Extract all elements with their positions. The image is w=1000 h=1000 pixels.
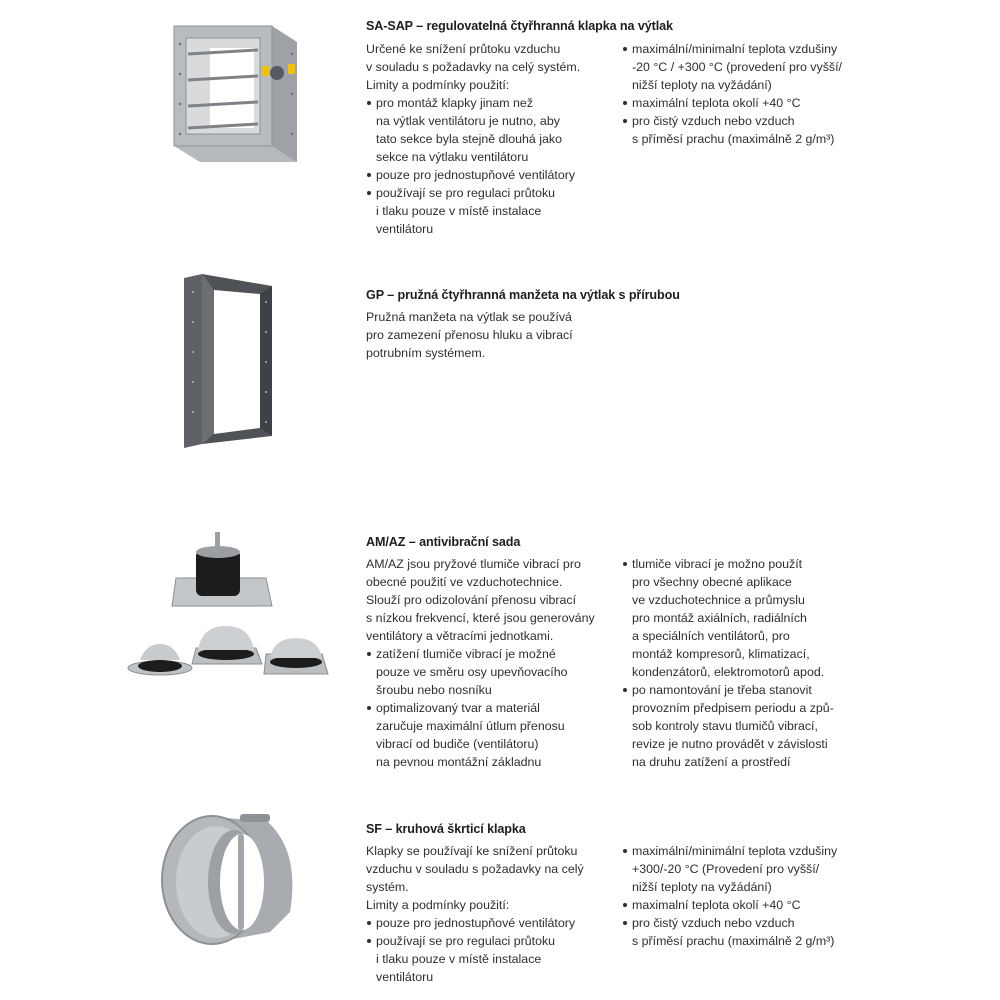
left-column [366, 308, 626, 362]
cylindrical-mount-icon [172, 532, 272, 606]
flexible-connector-image [180, 272, 280, 452]
list-item: pouze pro jednostupňové ventilátory [366, 166, 616, 184]
list-item: pro čistý vzduch nebo vzduch s příměsí prachu (maximálně 2 g/m³) [622, 112, 892, 148]
bullet-list [366, 94, 616, 238]
bullet-list [622, 555, 892, 771]
right-column [622, 555, 892, 771]
lever-icon [270, 66, 284, 80]
section-title: AM/AZ – antivibrační sada [366, 535, 521, 549]
list-item: maximalní teplota okolí +40 °C [622, 896, 892, 914]
list-item: maximální teplota okolí +40 °C [622, 94, 892, 112]
large-mount-icon [264, 638, 328, 674]
handle-icon [240, 814, 270, 822]
bullet-list [622, 842, 892, 950]
medium-mount-icon [192, 626, 262, 664]
rectangular-damper-image [152, 14, 312, 164]
intro-text: AM/AZ jsou pryžové tlumiče vibrací pro obecné použití ve vzduchotechnice. Slouží pro odizolování přenosu vibrací s nízkou frekvencí, které jsou generovány ventilátory a větracími jednotkami. [366, 557, 595, 643]
left-column [366, 555, 621, 771]
circular-damper-image [150, 812, 310, 952]
right-column [622, 40, 892, 148]
list-item: zatížení tlumiče vibrací je možné pouze ve směru osy upevňovacího šroubu nebo nosníku [366, 645, 621, 699]
left-column [366, 842, 621, 986]
list-item: používají se pro regulaci průtoku i tlaku pouze v místě instalace ventilátoru [366, 932, 621, 986]
intro-text: Pružná manžeta na výtlak se používá pro zamezení přenosu hluku a vibrací potrubním systémem. [366, 310, 573, 360]
small-mount-icon [128, 644, 192, 675]
list-item: maximální/minimální teplota vzdušiny +300/-20 °C (Provedení pro vyšší/ nižší teploty na vyžádání) [622, 842, 892, 896]
damper-blade-icon [238, 834, 244, 930]
section-title: GP – pružná čtyřhranná manžeta na výtlak s přírubou [366, 288, 680, 302]
list-item: používají se pro regulaci průtoku i tlaku pouze v místě instalace ventilátoru [366, 184, 616, 238]
list-item: po namontování je třeba stanovit provozním předpisem periodu a způ- sob kontroly stavu tlumičů vibrací, revize je nutno provádět v závislosti na druhu zatížení a prostředí [622, 681, 892, 771]
list-item: optimalizovaný tvar a materiál zaručuje maximální útlum přenosu vibrací od budiče (ventilátoru) na pevnou montážní základnu [366, 699, 621, 771]
list-item: maximální/minimalní teplota vzdušiny -20 °C / +300 °C (provedení pro vyšší/ nižší teploty na vyžádání) [622, 40, 892, 94]
list-item: pro montáž klapky jinam než na výtlak ventilátoru je nutno, aby tato sekce byla stejně dlouhá jako sekce na výtlaku ventilátoru [366, 94, 616, 166]
list-item: pro čistý vzduch nebo vzduch s příměsí prachu (maximálně 2 g/m³) [622, 914, 892, 950]
list-item: pouze pro jednostupňové ventilátory [366, 914, 621, 932]
bullet-list [366, 914, 621, 986]
section-title: SA-SAP – regulovatelná čtyřhranná klapka na výtlak [366, 19, 673, 33]
section-title: SF – kruhová škrticí klapka [366, 822, 526, 836]
right-column [622, 842, 892, 950]
intro-text: Určené ke snížení průtoku vzduchu v souladu s požadavky na celý systém. Limity a podmínky použití: [366, 42, 581, 92]
left-column [366, 40, 616, 238]
bullet-list [366, 645, 621, 771]
bullet-list [622, 40, 892, 148]
list-item: tlumiče vibrací je možno použít pro všechny obecné aplikace ve vzduchotechnice a průmyslu pro montáž axiálních, radiálních a speciálních ventilátorů, pro montáž kompresorů, klimatizací, kondenzátorů, elektromotorů apod. [622, 555, 892, 681]
intro-text: Klapky se používají ke snížení průtoku vzduchu v souladu s požadavky na celý systém. Limity a podmínky použití: [366, 844, 584, 912]
vibration-dampers-image [116, 528, 336, 688]
